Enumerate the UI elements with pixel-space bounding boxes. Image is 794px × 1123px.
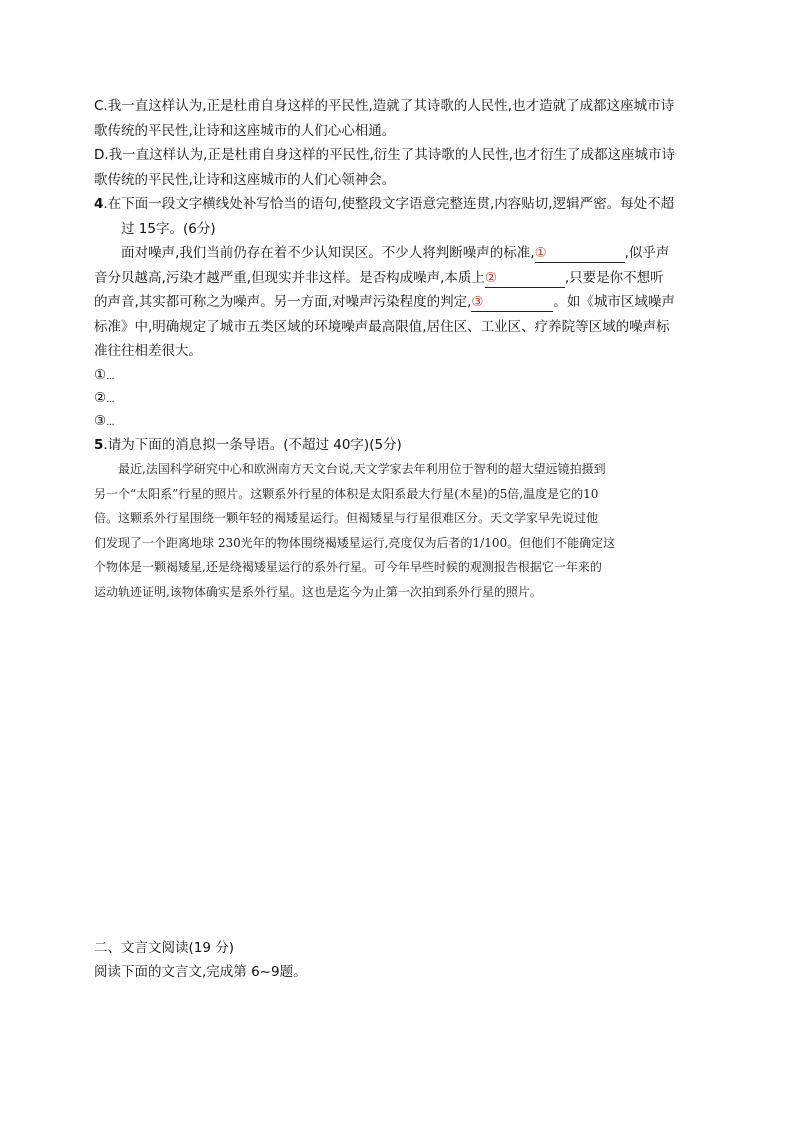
answer-marker: ③	[94, 412, 107, 429]
question-5-number: 5	[94, 436, 104, 453]
news-line-3: 倍。这颗系外行星围绕一颗年轻的褐矮星运行。但褐矮星与行星很难区分。天文学家早先说过他	[94, 511, 599, 525]
answer-line-3[interactable]	[94, 410, 706, 433]
passage-text: ,似乎声	[624, 245, 670, 261]
news-line-5: 个物体是一颗褐矮星,还是绕褐矮星运行的系外行星。可今年早些时候的观测报告根据它一年来的	[94, 560, 602, 574]
option-c-line-1: C.我一直这样认为,正是杜甫自身这样的平民性,造就了其诗歌的人民性,也才造就了成都这座城市诗	[94, 98, 675, 114]
passage-text: 。如《城市区域噪声	[553, 294, 675, 310]
passage-text: 面对噪声,我们当前仍存在着不少认知误区。不少人将判断噪声的标准,	[121, 245, 535, 261]
option-c-line-2: 歌传统的平民性,让诗和这座城市的人们心心相通。	[94, 122, 396, 139]
answer-line-1[interactable]	[94, 364, 706, 387]
question-4-prompt-line-1	[94, 192, 706, 217]
passage-text: 的声音,其实都可称之为噪声。另一方面,对噪声污染程度的判定,	[94, 294, 472, 310]
blank-3-field[interactable]: ③	[471, 293, 553, 312]
blank-1-field[interactable]: ①	[535, 244, 625, 263]
answer-line-2[interactable]	[94, 387, 706, 410]
news-line-4: 们发现了一个距离地球 230光年的物体围绕褐矮星运行,亮度仅为后者的1/100。但他们不能确定这	[94, 535, 616, 550]
question-4-prompt-text: .在下面一段文字横线处补写恰当的语句,使整段文字语意完整连贯,内容贴切,逻辑严密。每处不超	[103, 196, 675, 212]
news-line-2: 另一个“太阳系”行星的照片。这颗系外行星的体积是太阳系最大行星(木星)的5倍,温度是它的10	[94, 486, 599, 501]
question-5-prompt	[94, 433, 706, 458]
answer-dots: ...	[106, 370, 115, 382]
question-5-prompt-text: .请为下面的消息拟一条导语。(不超过 40字)(5分)	[103, 436, 402, 453]
question-4-prompt-line-2: 过 15字。(6分)	[121, 220, 216, 237]
section-heading: 二、文言文阅读(19 分)	[94, 940, 235, 956]
passage-text: ,只要是你不想听	[564, 269, 664, 286]
news-line-6: 运动轨迹证明,该物体确实是系外行星。这也是迄今为止第一次拍到系外行星的照片。	[94, 584, 542, 599]
blank-2-field[interactable]: ②	[485, 269, 565, 288]
option-d-line-2: 歌传统的平民性,让诗和这座城市的人们心领神会。	[94, 171, 396, 188]
passage-text: 音分贝越高,污染才越严重,但现实并非这样。是否构成噪声,本质上	[94, 269, 485, 286]
classical-chinese-section	[94, 936, 307, 984]
answer-dots: ...	[106, 416, 115, 428]
question-4-passage-line-2	[94, 266, 706, 291]
section-instruction: 阅读下面的文言文,完成第 6~9题。	[94, 964, 307, 980]
question-4-passage-line-3	[94, 290, 706, 315]
question-4-passage-line-1	[94, 241, 706, 266]
option-d-line-1: D.我一直这样认为,正是杜甫自身这样的平民性,衍生了其诗歌的人民性,也才衍生了成都这座城市诗	[94, 147, 676, 163]
exam-page	[94, 94, 706, 604]
question-4-passage-line-4: 标准》中,明确规定了城市五类区域的环境噪声最高限值,居住区、工业区、疗养院等区域的噪声标	[94, 318, 670, 335]
question-4-passage-line-5: 准往往相差很大。	[94, 343, 202, 359]
answer-dots: ...	[106, 393, 115, 405]
question-4-number: 4	[94, 196, 104, 212]
answer-marker: ②	[94, 389, 107, 406]
answer-marker: ①	[94, 366, 107, 383]
news-line-1: 最近,法国科学研究中心和欧洲南方天文台说,天文学家去年利用位于智利的超大望远镜拍摄到	[118, 462, 606, 476]
